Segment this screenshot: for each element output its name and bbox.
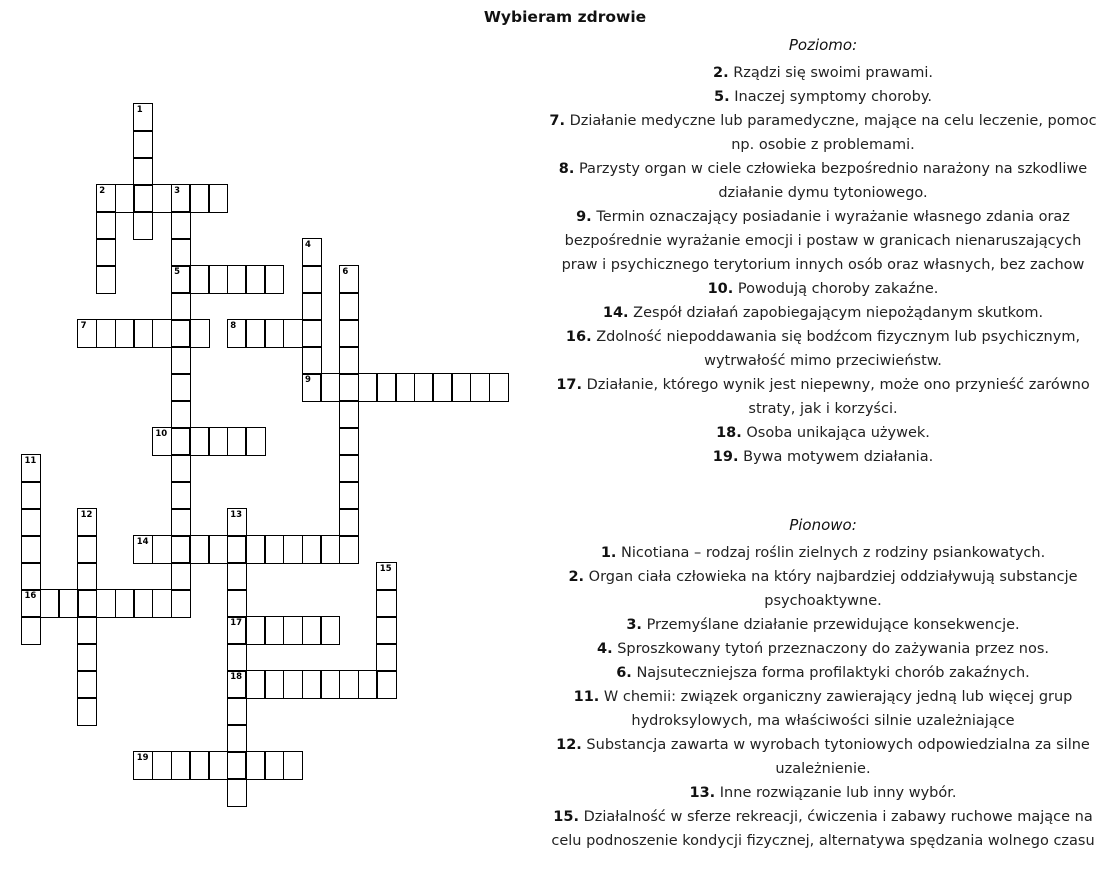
crossword-cell[interactable] bbox=[208, 427, 228, 456]
cell-number: 2 bbox=[99, 185, 106, 196]
crossword-cell[interactable] bbox=[21, 454, 41, 483]
crossword-cell[interactable] bbox=[171, 400, 191, 429]
crossword-cell[interactable] bbox=[21, 481, 41, 510]
crossword-cell[interactable] bbox=[227, 697, 247, 726]
across-clue bbox=[540, 205, 1106, 277]
crossword-cell[interactable] bbox=[320, 373, 340, 402]
crossword-cell[interactable] bbox=[264, 616, 284, 645]
crossword-cell[interactable] bbox=[21, 535, 41, 564]
crossword-cell[interactable] bbox=[264, 319, 284, 348]
cell-number: 14 bbox=[136, 536, 149, 547]
crossword-cell[interactable] bbox=[414, 373, 434, 402]
clue-number: 8. bbox=[558, 161, 575, 177]
clue-number: 11. bbox=[573, 689, 600, 705]
clue-text: Inaczej symptomy choroby. bbox=[734, 89, 932, 105]
clue-number: 13. bbox=[689, 785, 716, 801]
crossword-cell[interactable] bbox=[208, 265, 228, 294]
crossword-cell[interactable] bbox=[96, 319, 116, 348]
clue-text: Najsuteczniejsza forma profilaktyki chorób zakaźnych. bbox=[636, 665, 1030, 681]
crossword-cell[interactable] bbox=[133, 130, 153, 159]
crossword-cell[interactable] bbox=[96, 211, 116, 240]
clue-number: 10. bbox=[707, 281, 734, 297]
crossword-cell[interactable] bbox=[339, 454, 359, 483]
cell-number: 3 bbox=[174, 185, 181, 196]
crossword-cell[interactable] bbox=[320, 670, 340, 699]
crossword-cell[interactable] bbox=[227, 643, 247, 672]
crossword-cell[interactable] bbox=[133, 319, 153, 348]
crossword-cell[interactable] bbox=[489, 373, 509, 402]
crossword-cell[interactable] bbox=[302, 670, 322, 699]
crossword-cell[interactable] bbox=[245, 751, 265, 780]
crossword-cell[interactable] bbox=[339, 481, 359, 510]
crossword-cell[interactable] bbox=[358, 670, 378, 699]
crossword-cell[interactable] bbox=[171, 211, 191, 240]
crossword-cell[interactable] bbox=[77, 319, 97, 348]
crossword-cell[interactable] bbox=[208, 535, 228, 564]
crossword-cell[interactable] bbox=[283, 751, 303, 780]
crossword-cell[interactable] bbox=[339, 670, 359, 699]
crossword-cell[interactable] bbox=[227, 319, 247, 348]
clue-number: 18. bbox=[716, 425, 742, 441]
crossword-cell[interactable] bbox=[171, 373, 191, 402]
crossword-cell[interactable] bbox=[245, 265, 265, 294]
crossword-cell[interactable] bbox=[152, 319, 172, 348]
cell-number: 10 bbox=[155, 428, 168, 439]
clue-number: 9. bbox=[576, 209, 592, 225]
crossword-cell[interactable] bbox=[283, 670, 303, 699]
crossword-cell[interactable] bbox=[227, 616, 247, 645]
crossword-cell[interactable] bbox=[339, 346, 359, 375]
crossword-cell[interactable] bbox=[189, 751, 209, 780]
crossword-cell[interactable] bbox=[264, 670, 284, 699]
crossword-grid bbox=[0, 0, 520, 877]
crossword-cell[interactable] bbox=[245, 670, 265, 699]
clue-text: Działalność w sferze rekreacji, ćwiczenia i zabawy ruchowe mające na celu podnoszenie kondycji fizycznej, alternatywa spędzania wolnego czasu bbox=[551, 809, 1095, 849]
crossword-cell[interactable] bbox=[302, 346, 322, 375]
crossword-cell[interactable] bbox=[171, 319, 191, 348]
crossword-cell[interactable] bbox=[451, 373, 471, 402]
crossword-cell[interactable] bbox=[283, 319, 303, 348]
clue-number: 1. bbox=[600, 545, 617, 561]
clue-text: Działanie medyczne lub paramedyczne, mające na celu leczenie, pomoc np. osobie z problemami. bbox=[569, 113, 1097, 153]
crossword-cell[interactable] bbox=[208, 751, 228, 780]
crossword-cell[interactable] bbox=[302, 535, 322, 564]
cell-number: 11 bbox=[24, 455, 37, 466]
clue-text: Osoba unikająca używek. bbox=[746, 425, 930, 441]
cell-number: 4 bbox=[305, 239, 311, 250]
crossword-cell[interactable] bbox=[58, 589, 78, 618]
crossword-cell[interactable] bbox=[133, 535, 153, 564]
crossword-cell[interactable] bbox=[152, 427, 172, 456]
crossword-cell[interactable] bbox=[21, 508, 41, 537]
crossword-cell[interactable] bbox=[21, 562, 41, 591]
clue-text: Bywa motywem działania. bbox=[743, 449, 934, 465]
crossword-cell[interactable] bbox=[21, 589, 41, 618]
cell-number: 18 bbox=[230, 671, 243, 682]
cell-number: 9 bbox=[305, 374, 311, 385]
crossword-cell[interactable] bbox=[96, 238, 116, 267]
clue-number: 2. bbox=[568, 569, 585, 585]
crossword-cell[interactable] bbox=[189, 265, 209, 294]
crossword-cell[interactable] bbox=[133, 589, 153, 618]
down-clue bbox=[540, 613, 1106, 637]
crossword-cell[interactable] bbox=[227, 751, 247, 780]
crossword-cell[interactable] bbox=[302, 319, 322, 348]
crossword-cell[interactable] bbox=[376, 562, 396, 591]
across-clue bbox=[540, 301, 1106, 325]
crossword-cell[interactable] bbox=[339, 427, 359, 456]
across-clue bbox=[540, 445, 1106, 469]
crossword-cell[interactable] bbox=[339, 265, 359, 294]
crossword-cell[interactable] bbox=[152, 184, 172, 213]
crossword-cell[interactable] bbox=[208, 184, 228, 213]
crossword-cell[interactable] bbox=[189, 319, 209, 348]
crossword-cell[interactable] bbox=[171, 427, 191, 456]
clue-number: 17. bbox=[556, 377, 582, 393]
crossword-cell[interactable] bbox=[264, 265, 284, 294]
down-clue bbox=[540, 805, 1106, 853]
crossword-cell[interactable] bbox=[227, 562, 247, 591]
crossword-cell[interactable] bbox=[264, 751, 284, 780]
crossword-cell[interactable] bbox=[320, 535, 340, 564]
crossword-cell[interactable] bbox=[189, 184, 209, 213]
crossword-cell[interactable] bbox=[77, 643, 97, 672]
cell-number: 17 bbox=[230, 617, 243, 628]
crossword-cell[interactable] bbox=[96, 265, 116, 294]
crossword-cell[interactable] bbox=[171, 346, 191, 375]
cell-number: 8 bbox=[230, 320, 237, 331]
crossword-cell[interactable] bbox=[245, 319, 265, 348]
across-clues bbox=[540, 33, 1106, 469]
crossword-cell[interactable] bbox=[227, 427, 247, 456]
down-clue bbox=[540, 781, 1106, 805]
clue-text: W chemii: związek organiczny zawierający jedną lub więcej grup hydroksylowych, ma właściwości silnie uzależniające bbox=[603, 689, 1073, 729]
cell-number: 1 bbox=[136, 104, 143, 115]
clue-number: 7. bbox=[549, 113, 565, 129]
clue-number: 12. bbox=[556, 737, 582, 753]
across-heading: Poziomo: bbox=[788, 36, 858, 54]
crossword-cell[interactable] bbox=[96, 589, 116, 618]
crossword-cell[interactable] bbox=[171, 454, 191, 483]
across-clue bbox=[540, 277, 1106, 301]
down-clue bbox=[540, 733, 1106, 781]
crossword-cell[interactable] bbox=[302, 292, 322, 321]
cell-number: 15 bbox=[379, 563, 392, 574]
cell-number: 7 bbox=[80, 320, 87, 331]
clue-number: 14. bbox=[602, 305, 629, 321]
crossword-cell[interactable] bbox=[77, 670, 97, 699]
crossword-cell[interactable] bbox=[96, 184, 116, 213]
crossword-cell[interactable] bbox=[77, 562, 97, 591]
down-clue bbox=[540, 661, 1106, 685]
clue-number: 5. bbox=[714, 89, 730, 105]
crossword-cell[interactable] bbox=[77, 697, 97, 726]
clue-number: 6. bbox=[616, 665, 632, 681]
clue-text: Termin oznaczający posiadanie i wyrażanie własnego zdania oraz bezpośrednie wyrażanie emocji i postaw w granicach nienaruszających praw i psychicznego terytorium innych osób oraz własnych, bez zachow bbox=[561, 209, 1085, 273]
down-clue bbox=[540, 637, 1106, 661]
clue-text: Rządzi się swoimi prawami. bbox=[733, 65, 933, 81]
crossword-cell[interactable] bbox=[302, 265, 322, 294]
crossword-cell[interactable] bbox=[283, 535, 303, 564]
crossword-cell[interactable] bbox=[189, 427, 209, 456]
down-clues bbox=[540, 513, 1106, 853]
crossword-cell[interactable] bbox=[171, 238, 191, 267]
crossword-cell[interactable] bbox=[302, 616, 322, 645]
crossword-cell[interactable] bbox=[339, 319, 359, 348]
crossword-cell[interactable] bbox=[358, 373, 378, 402]
crossword-cell[interactable] bbox=[133, 157, 153, 186]
crossword-cell[interactable] bbox=[115, 589, 135, 618]
across-clue bbox=[540, 85, 1106, 109]
crossword-cell[interactable] bbox=[77, 616, 97, 645]
crossword-cell[interactable] bbox=[152, 535, 172, 564]
crossword-cell[interactable] bbox=[376, 373, 396, 402]
crossword-cell[interactable] bbox=[171, 562, 191, 591]
cell-number: 12 bbox=[80, 509, 93, 520]
clue-text: Organ ciała człowieka na który najbardziej oddziaływują substancje psychoaktywne. bbox=[588, 569, 1078, 609]
clue-number: 2. bbox=[713, 65, 729, 81]
crossword-cell[interactable] bbox=[171, 589, 191, 618]
clue-number: 4. bbox=[597, 641, 613, 657]
clue-text: Sproszkowany tytoń przeznaczony do zażywania przez nos. bbox=[617, 641, 1049, 657]
crossword-cell[interactable] bbox=[133, 751, 153, 780]
crossword-cell[interactable] bbox=[77, 535, 97, 564]
clue-text: Zdolność niepoddawania się bodźcom fizycznym lub psychicznym, wytrwałość mimo przeciwieństw. bbox=[596, 329, 1081, 369]
crossword-cell[interactable] bbox=[470, 373, 490, 402]
clue-number: 15. bbox=[553, 809, 579, 825]
crossword-cell[interactable] bbox=[339, 292, 359, 321]
crossword-cell[interactable] bbox=[227, 535, 247, 564]
cell-number: 6 bbox=[342, 266, 349, 277]
crossword-cell[interactable] bbox=[227, 670, 247, 699]
crossword-cell[interactable] bbox=[376, 589, 396, 618]
across-clue bbox=[540, 109, 1106, 157]
crossword-cell[interactable] bbox=[339, 373, 359, 402]
crossword-cell[interactable] bbox=[376, 643, 396, 672]
across-clue bbox=[540, 325, 1106, 373]
crossword-cell[interactable] bbox=[171, 292, 191, 321]
cell-number: 16 bbox=[24, 590, 37, 601]
crossword-cell[interactable] bbox=[21, 616, 41, 645]
clue-text: Substancja zawarta w wyrobach tytoniowych odpowiedzialna za silne uzależnienie. bbox=[586, 737, 1090, 777]
clue-text: Nicotiana – rodzaj roślin zielnych z rodziny psiankowatych. bbox=[621, 545, 1046, 561]
crossword-cell[interactable] bbox=[115, 319, 135, 348]
clue-number: 19. bbox=[712, 449, 739, 465]
crossword-cell[interactable] bbox=[264, 535, 284, 564]
crossword-cell[interactable] bbox=[302, 238, 322, 267]
crossword-cell[interactable] bbox=[245, 427, 265, 456]
crossword-cell[interactable] bbox=[227, 778, 247, 807]
across-clue bbox=[540, 157, 1106, 205]
crossword-cell[interactable] bbox=[245, 535, 265, 564]
crossword-cell[interactable] bbox=[171, 184, 191, 213]
crossword-cell[interactable] bbox=[283, 616, 303, 645]
crossword-cell[interactable] bbox=[77, 508, 97, 537]
down-clue bbox=[540, 685, 1106, 733]
crossword-cell[interactable] bbox=[245, 616, 265, 645]
clue-number: 16. bbox=[565, 329, 592, 345]
across-clue bbox=[540, 421, 1106, 445]
cell-number: 13 bbox=[230, 509, 243, 520]
crossword-cell[interactable] bbox=[227, 589, 247, 618]
crossword-cell[interactable] bbox=[227, 265, 247, 294]
cell-number: 19 bbox=[136, 752, 149, 763]
down-clue bbox=[540, 565, 1106, 613]
across-clue bbox=[540, 373, 1106, 421]
clue-text: Przemyślane działanie przewidujące konsekwencje. bbox=[646, 617, 1020, 633]
crossword-cell[interactable] bbox=[152, 589, 172, 618]
crossword-cell[interactable] bbox=[227, 508, 247, 537]
crossword-cell[interactable] bbox=[171, 508, 191, 537]
cell-number: 5 bbox=[174, 266, 181, 277]
clue-text: Działanie, którego wynik jest niepewny, może ono przynieść zarówno straty, jak i korzyści. bbox=[586, 377, 1090, 417]
crossword-cell[interactable] bbox=[339, 508, 359, 537]
crossword-cell[interactable] bbox=[40, 589, 60, 618]
crossword-cell[interactable] bbox=[376, 670, 396, 699]
crossword-cell[interactable] bbox=[189, 535, 209, 564]
crossword-cell[interactable] bbox=[339, 535, 359, 564]
down-clue bbox=[540, 541, 1106, 565]
crossword-cell[interactable] bbox=[432, 373, 452, 402]
crossword-cell[interactable] bbox=[133, 211, 153, 240]
across-clue bbox=[540, 61, 1106, 85]
crossword-cell[interactable] bbox=[171, 751, 191, 780]
puzzle-title: Wybieram zdrowie bbox=[483, 8, 647, 26]
crossword-cell[interactable] bbox=[339, 400, 359, 429]
clue-text: Inne rozwiązanie lub inny wybór. bbox=[719, 785, 957, 801]
crossword-cell[interactable] bbox=[227, 724, 247, 753]
clue-number: 3. bbox=[626, 617, 642, 633]
crossword-cell[interactable] bbox=[115, 184, 135, 213]
clue-text: Powodują choroby zakaźne. bbox=[737, 281, 939, 297]
crossword-cell[interactable] bbox=[171, 481, 191, 510]
crossword-cell[interactable] bbox=[152, 751, 172, 780]
crossword-cell[interactable] bbox=[171, 265, 191, 294]
crossword-cell[interactable] bbox=[77, 589, 97, 618]
clue-text: Zespół działań zapobiegającym niepożądanym skutkom. bbox=[633, 305, 1044, 321]
clue-text: Parzysty organ w ciele człowieka bezpośrednio narażony na szkodliwe działanie dymu tytoniowego. bbox=[578, 161, 1088, 201]
crossword-cell[interactable] bbox=[133, 184, 153, 213]
crossword-cell[interactable] bbox=[376, 616, 396, 645]
crossword-cell[interactable] bbox=[302, 373, 322, 402]
crossword-cell[interactable] bbox=[395, 373, 415, 402]
crossword-cell[interactable] bbox=[133, 103, 153, 132]
crossword-cell[interactable] bbox=[171, 535, 191, 564]
down-heading: Pionowo: bbox=[789, 516, 857, 534]
crossword-cell[interactable] bbox=[320, 616, 340, 645]
